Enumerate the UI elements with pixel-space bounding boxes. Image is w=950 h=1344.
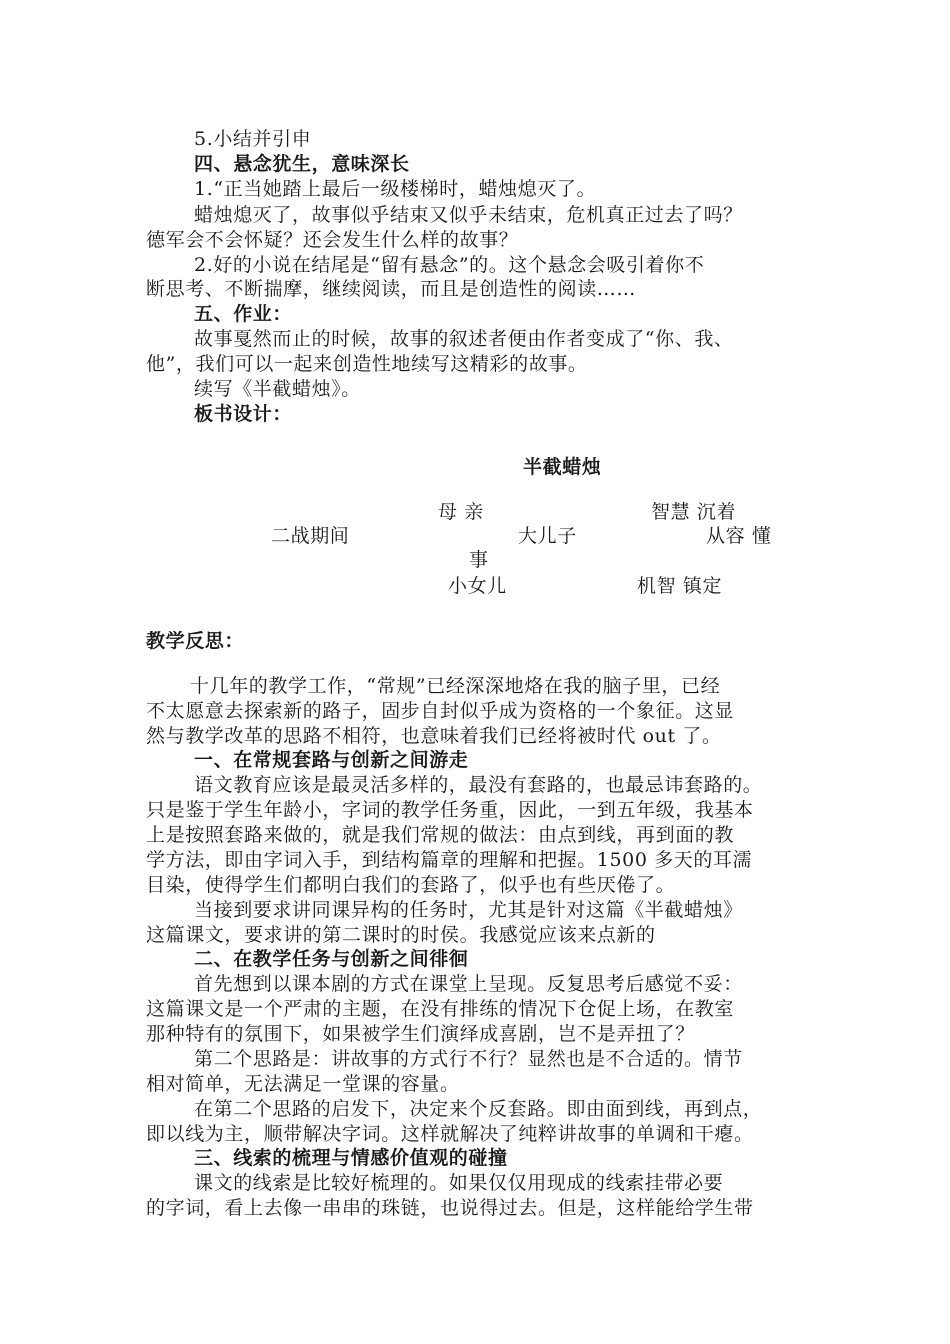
board-period: 二战期间: [271, 525, 350, 547]
board-son: 大儿子: [518, 525, 577, 547]
board-clever: 机智 镇定: [637, 575, 723, 597]
reflection-paragraph: 课文的线索是比较好梳理的。如果仅仅用现成的线索挂带必要: [194, 1172, 724, 1194]
reflection-paragraph: 这篇课文，要求讲的第二课时的时侯。我感觉应该来点新的: [146, 924, 656, 946]
section-heading-suspense: 四、悬念犹生，意味深长: [194, 153, 410, 175]
lesson-paragraph: 续写《半截蜡烛》。: [194, 378, 361, 400]
reflection-paragraph: 上是按照套路来做的，就是我们常规的做法：由点到线，再到面的教: [146, 824, 735, 846]
reflection-paragraph: 只是鉴于学生年龄小，字词的教学任务重，因此，一到五年级，我基本: [146, 799, 754, 821]
reflection-paragraph: 的字词，看上去像一串串的珠链，也说得过去。但是，这样能给学生带: [146, 1197, 754, 1219]
lesson-paragraph: 2.好的小说在结尾是“留有悬念”的。这个悬念会吸引着你不: [194, 254, 705, 276]
reflection-paragraph: 不太愿意去探索新的路子，固步自封似乎成为资格的一个象征。这显: [146, 700, 735, 722]
section-heading-homework: 五、作业：: [194, 303, 293, 325]
reflection-paragraph: 学方法，即由字词入手，到结构篇章的理解和把握。1500 多天的耳濡: [146, 849, 753, 871]
board-design-heading: 板书设计：: [194, 403, 293, 425]
lesson-paragraph: 断思考、不断揣摩，继续阅读，而且是创造性的阅读……: [146, 278, 637, 300]
reflection-paragraph: 语文教育应该是最灵活多样的，最没有套路的，也最忌讳套路的。: [194, 774, 763, 796]
board-daughter: 小女儿: [448, 575, 507, 597]
reflection-paragraph: 当接到要求讲同课异构的任务时，尤其是针对这篇《半截蜡烛》: [194, 899, 743, 921]
board-wisdom: 智慧 沉着: [651, 501, 737, 523]
reflection-paragraph: 首先想到以课本剧的方式在课堂上呈现。反复思考后感觉不妥：: [194, 973, 743, 995]
lesson-paragraph: 故事戛然而止的时候，故事的叙述者便由作者变成了“你、我、: [194, 328, 734, 350]
reflection-paragraph: 在第二个思路的启发下，决定来个反套路。即由面到线，再到点，: [194, 1098, 763, 1120]
reflection-paragraph: 这篇课文是一个严肃的主题，在没有排练的情况下仓促上场，在教室: [146, 998, 735, 1020]
reflection-paragraph: 第二个思路是：讲故事的方式行不行？显然也是不合适的。情节: [194, 1048, 743, 1070]
lesson-step-summary: 5.小结并引申: [194, 128, 312, 150]
reflection-title: 教学反思：: [146, 630, 245, 652]
lesson-paragraph: 1.“正当她踏上最后一级楼梯时，蜡烛熄灭了。: [194, 178, 597, 200]
board-shi: 事: [469, 549, 489, 571]
reflection-paragraph: 那种特有的氛围下，如果被学生们演绎成喜剧，岂不是弄扭了？: [146, 1023, 695, 1045]
lesson-paragraph: 蜡烛熄灭了，故事似乎结束又似乎未结束，危机真正过去了吗？: [194, 204, 743, 226]
reflection-paragraph: 然与教学改革的思路不相符，也意味着我们已经将被时代 out 了。: [146, 725, 722, 747]
board-mother: 母 亲: [438, 501, 484, 523]
lesson-paragraph: 他”，我们可以一起来创造性地续写这精彩的故事。: [146, 353, 588, 375]
lesson-paragraph: 德军会不会怀疑？还会发生什么样的故事？: [146, 229, 519, 251]
reflection-section-3: 三、线索的梳理与情感价值观的碰撞: [194, 1147, 508, 1169]
reflection-section-2: 二、在教学任务与创新之间徘徊: [194, 948, 469, 970]
board-title: 半截蜡烛: [523, 456, 602, 478]
reflection-paragraph: 十几年的教学工作，“常规”已经深深地烙在我的脑子里，已经: [190, 675, 721, 697]
reflection-section-1: 一、在常规套路与创新之间游走: [194, 749, 469, 771]
reflection-paragraph: 目染，使得学生们都明白我们的套路了，似乎也有些厌倦了。: [146, 874, 676, 896]
reflection-paragraph: 相对简单，无法满足一堂课的容量。: [146, 1073, 460, 1095]
reflection-paragraph: 即以线为主，顺带解决字词。这样就解决了纯粹讲故事的单调和干瘪。: [146, 1123, 754, 1145]
board-calm: 从容 懂: [706, 525, 772, 547]
